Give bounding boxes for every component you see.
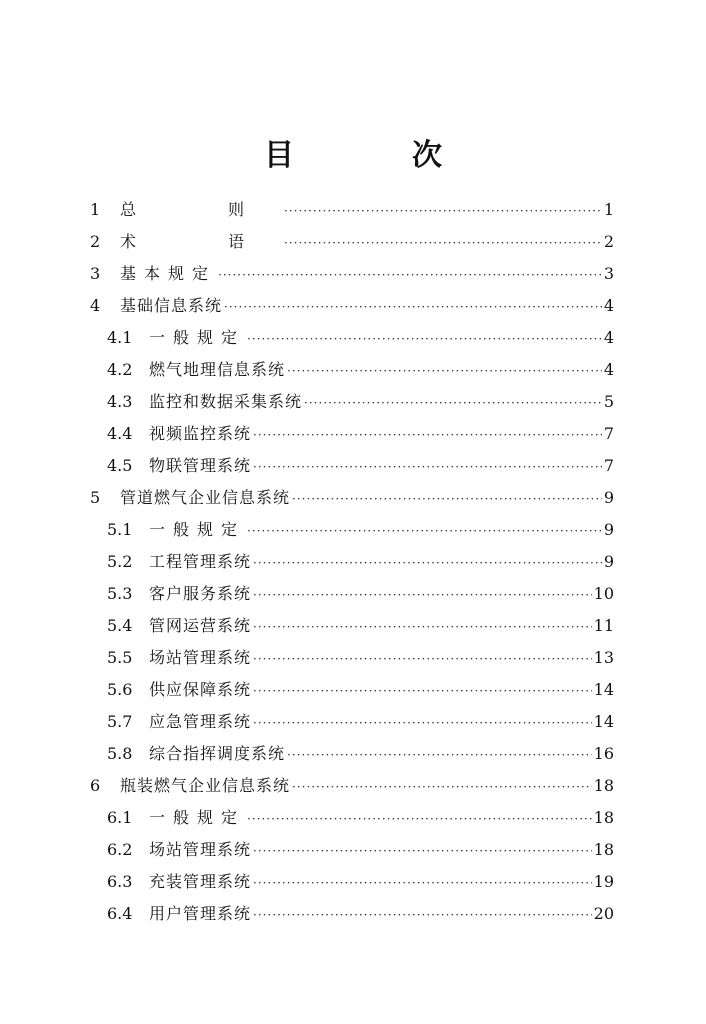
toc-entry[interactable] bbox=[90, 418, 614, 450]
toc-entry-title: 总 则 bbox=[120, 200, 283, 219]
toc-entry[interactable] bbox=[90, 386, 614, 418]
toc-entry-number: 6.4 bbox=[107, 904, 133, 923]
toc-leader-dots bbox=[218, 259, 602, 291]
toc-entry-page: 18 bbox=[593, 840, 614, 859]
toc-entry-title: 基础信息系统 bbox=[120, 296, 223, 315]
toc-entry-title: 物联管理系统 bbox=[149, 456, 252, 475]
toc-leader-dots bbox=[247, 803, 592, 835]
toc-entry-number: 5.8 bbox=[107, 744, 133, 763]
toc-entry-page: 13 bbox=[593, 648, 614, 667]
toc-entry-number: 3 bbox=[90, 264, 101, 283]
toc-entry-number: 5.7 bbox=[107, 712, 133, 731]
toc-entry-page: 16 bbox=[593, 744, 614, 763]
toc-entry[interactable] bbox=[90, 898, 614, 930]
toc-entry-number: 6.2 bbox=[107, 840, 133, 859]
toc-entry-page: 3 bbox=[603, 264, 614, 283]
toc-leader-dots bbox=[287, 355, 602, 387]
toc-entry[interactable] bbox=[90, 322, 614, 354]
toc-entry-page: 18 bbox=[593, 808, 614, 827]
toc-leader-dots bbox=[253, 675, 592, 707]
toc-entry[interactable] bbox=[90, 450, 614, 482]
toc-entry-page: 20 bbox=[593, 904, 614, 923]
toc-entry[interactable] bbox=[90, 642, 614, 674]
toc-leader-dots bbox=[284, 195, 602, 227]
toc-entry-page: 4 bbox=[603, 296, 614, 315]
toc-entry-number: 5.4 bbox=[107, 616, 133, 635]
toc-entry-page: 9 bbox=[603, 552, 614, 571]
toc-entry-number: 4.5 bbox=[107, 456, 133, 475]
toc-entry-page: 14 bbox=[593, 712, 614, 731]
table-of-contents bbox=[90, 194, 614, 930]
toc-entry-title: 术 语 bbox=[120, 232, 283, 251]
toc-entry-number: 4 bbox=[90, 296, 101, 315]
toc-entry-title: 管网运营系统 bbox=[149, 616, 252, 635]
toc-entry-title: 综合指挥调度系统 bbox=[149, 744, 286, 763]
toc-entry[interactable] bbox=[90, 738, 614, 770]
toc-entry-number: 6.1 bbox=[107, 808, 133, 827]
toc-entry[interactable] bbox=[90, 482, 614, 514]
toc-entry-page: 19 bbox=[593, 872, 614, 891]
toc-entry[interactable] bbox=[90, 674, 614, 706]
toc-leader-dots bbox=[224, 291, 602, 323]
toc-entry-number: 5 bbox=[90, 488, 101, 507]
toc-entry-page: 5 bbox=[603, 392, 614, 411]
toc-leader-dots bbox=[253, 835, 592, 867]
toc-leader-dots bbox=[292, 483, 602, 515]
toc-entry-page: 9 bbox=[603, 488, 614, 507]
toc-leader-dots bbox=[253, 451, 602, 483]
toc-entry[interactable] bbox=[90, 866, 614, 898]
toc-entry-page: 18 bbox=[593, 776, 614, 795]
toc-leader-dots bbox=[253, 611, 592, 643]
toc-entry-number: 5.3 bbox=[107, 584, 133, 603]
toc-entry-page: 7 bbox=[603, 424, 614, 443]
toc-leader-dots bbox=[247, 515, 602, 547]
toc-entry-title: 一般规定 bbox=[149, 520, 246, 539]
toc-entry[interactable] bbox=[90, 354, 614, 386]
toc-entry[interactable] bbox=[90, 258, 614, 290]
toc-entry-number: 5.2 bbox=[107, 552, 133, 571]
toc-entry-title: 应急管理系统 bbox=[149, 712, 252, 731]
toc-leader-dots bbox=[247, 323, 602, 355]
toc-leader-dots bbox=[253, 643, 592, 675]
toc-entry-title: 一般规定 bbox=[149, 328, 246, 347]
page-title: 目 次 bbox=[264, 138, 486, 173]
toc-leader-dots bbox=[253, 899, 592, 931]
toc-entry-title: 供应保障系统 bbox=[149, 680, 252, 699]
toc-leader-dots bbox=[287, 739, 592, 771]
toc-entry-number: 2 bbox=[90, 232, 101, 251]
toc-entry[interactable] bbox=[90, 834, 614, 866]
toc-entry-page: 2 bbox=[603, 232, 614, 251]
toc-entry-page: 4 bbox=[603, 328, 614, 347]
toc-entry-number: 6.3 bbox=[107, 872, 133, 891]
toc-entry-title: 用户管理系统 bbox=[149, 904, 252, 923]
toc-entry-title: 管道燃气企业信息系统 bbox=[120, 488, 291, 507]
toc-entry-title: 场站管理系统 bbox=[149, 840, 252, 859]
toc-entry-page: 1 bbox=[603, 200, 614, 219]
toc-entry-title: 工程管理系统 bbox=[149, 552, 252, 571]
toc-entry-number: 4.3 bbox=[107, 392, 133, 411]
toc-leader-dots bbox=[253, 419, 602, 451]
toc-entry-title: 基本规定 bbox=[120, 264, 217, 283]
toc-entry-number: 4.4 bbox=[107, 424, 133, 443]
toc-entry-page: 4 bbox=[603, 360, 614, 379]
toc-leader-dots bbox=[292, 771, 592, 803]
toc-entry-number: 6 bbox=[90, 776, 101, 795]
toc-entry-number: 4.1 bbox=[107, 328, 133, 347]
toc-entry[interactable] bbox=[90, 610, 614, 642]
toc-entry[interactable] bbox=[90, 578, 614, 610]
toc-leader-dots bbox=[284, 227, 602, 259]
toc-entry[interactable] bbox=[90, 546, 614, 578]
toc-entry-page: 9 bbox=[603, 520, 614, 539]
toc-entry[interactable] bbox=[90, 514, 614, 546]
toc-entry-page: 14 bbox=[593, 680, 614, 699]
toc-entry-title: 客户服务系统 bbox=[149, 584, 252, 603]
toc-entry[interactable] bbox=[90, 226, 614, 258]
toc-leader-dots bbox=[253, 707, 592, 739]
toc-leader-dots bbox=[253, 867, 592, 899]
toc-entry-number: 5.6 bbox=[107, 680, 133, 699]
toc-entry-title: 一般规定 bbox=[149, 808, 246, 827]
toc-leader-dots bbox=[253, 547, 602, 579]
toc-entry-page: 11 bbox=[593, 616, 614, 635]
toc-entry-number: 5.1 bbox=[107, 520, 133, 539]
toc-entry-title: 瓶装燃气企业信息系统 bbox=[120, 776, 291, 795]
toc-entry-page: 10 bbox=[593, 584, 614, 603]
toc-entry[interactable] bbox=[90, 706, 614, 738]
toc-entry-page: 7 bbox=[603, 456, 614, 475]
toc-entry-title: 充装管理系统 bbox=[149, 872, 252, 891]
toc-entry[interactable] bbox=[90, 802, 614, 834]
toc-entry[interactable] bbox=[90, 290, 614, 322]
toc-entry[interactable] bbox=[90, 194, 614, 226]
toc-leader-dots bbox=[253, 579, 592, 611]
toc-entry-title: 燃气地理信息系统 bbox=[149, 360, 286, 379]
toc-entry-number: 5.5 bbox=[107, 648, 133, 667]
toc-entry-number: 1 bbox=[90, 200, 101, 219]
toc-leader-dots bbox=[304, 387, 602, 419]
toc-entry-title: 场站管理系统 bbox=[149, 648, 252, 667]
toc-entry[interactable] bbox=[90, 770, 614, 802]
toc-entry-title: 视频监控系统 bbox=[149, 424, 252, 443]
toc-entry-number: 4.2 bbox=[107, 360, 133, 379]
toc-entry-title: 监控和数据采集系统 bbox=[149, 392, 303, 411]
